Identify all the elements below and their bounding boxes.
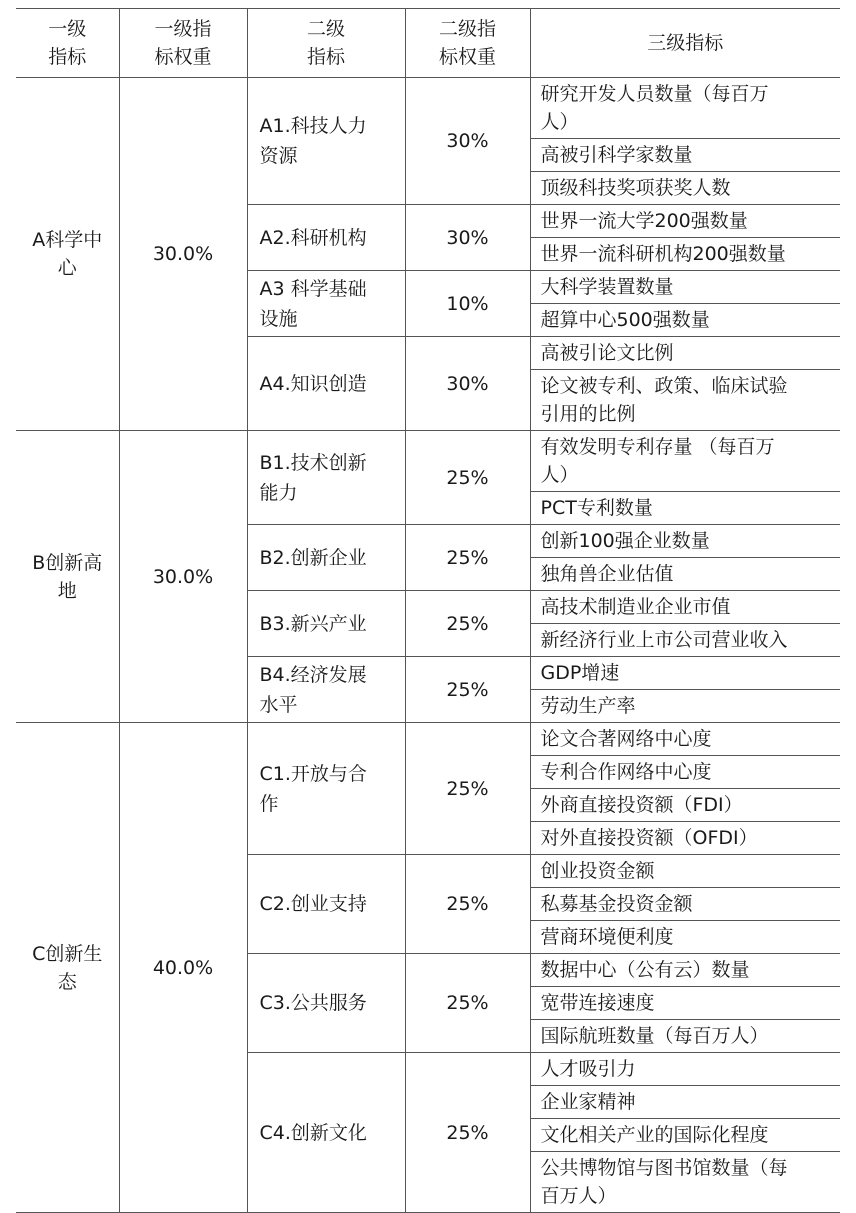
level2-weight: 25% [405, 954, 530, 1053]
level3-indicator: 论文被专利、政策、临床试验 引用的比例 [530, 370, 840, 431]
level2-weight: 25% [405, 525, 530, 591]
level3-indicator: 创新100强企业数量 [530, 525, 840, 558]
level3-indicator: 公共博物馆与图书馆数量（每 百万人） [530, 1152, 840, 1213]
level3-indicator: 创业投资金额 [530, 855, 840, 888]
header-level2: 二级 指标 [247, 9, 405, 78]
level3-indicator: 高被引科学家数量 [530, 139, 840, 172]
level3-indicator: 独角兽企业估值 [530, 558, 840, 591]
level2-indicator: C3.公共服务 [247, 954, 405, 1053]
level3-indicator: 国际航班数量（每百万人） [530, 1020, 840, 1053]
level3-indicator: 高被引论文比例 [530, 337, 840, 370]
table-row [16, 78, 840, 139]
level3-indicator: 对外直接投资额（OFDI） [530, 822, 840, 855]
table-row [16, 431, 840, 492]
level2-indicator: B1.技术创新 能力 [247, 431, 405, 525]
header-level1: 一级 指标 [16, 9, 119, 78]
level3-indicator: 企业家精神 [530, 1086, 840, 1119]
level1-indicator: C创新生 态 [16, 723, 119, 1213]
level3-indicator: 顶级科技奖项获奖人数 [530, 172, 840, 205]
level2-indicator: C4.创新文化 [247, 1053, 405, 1213]
header-weight2: 二级指 标权重 [405, 9, 530, 78]
level2-indicator: C1.开放与合 作 [247, 723, 405, 855]
level3-indicator: 新经济行业上市公司营业收入 [530, 624, 840, 657]
level2-indicator: A3 科学基础 设施 [247, 271, 405, 337]
level1-indicator: B创新高 地 [16, 431, 119, 723]
level3-indicator: 世界一流科研机构200强数量 [530, 238, 840, 271]
level2-indicator: B3.新兴产业 [247, 591, 405, 657]
level2-indicator: A2.科研机构 [247, 205, 405, 271]
level3-indicator: 专利合作网络中心度 [530, 756, 840, 789]
header-weight1: 一级指 标权重 [119, 9, 247, 78]
level3-indicator: 论文合著网络中心度 [530, 723, 840, 756]
level3-indicator: 私募基金投资金额 [530, 888, 840, 921]
level3-indicator: 人才吸引力 [530, 1053, 840, 1086]
level2-indicator: B2.创新企业 [247, 525, 405, 591]
level2-weight: 25% [405, 657, 530, 723]
level2-indicator: C2.创业支持 [247, 855, 405, 954]
header-level3: 三级指标 [530, 9, 840, 78]
level3-indicator: 大科学装置数量 [530, 271, 840, 304]
level3-indicator: 劳动生产率 [530, 690, 840, 723]
level3-indicator: 文化相关产业的国际化程度 [530, 1119, 840, 1152]
table-body [16, 78, 840, 1213]
level2-weight: 25% [405, 431, 530, 525]
table-row [16, 723, 840, 756]
level3-indicator: PCT专利数量 [530, 492, 840, 525]
level3-indicator: 高技术制造业企业市值 [530, 591, 840, 624]
level1-weight: 30.0% [119, 78, 247, 431]
header-row [16, 9, 840, 78]
level2-weight: 25% [405, 723, 530, 855]
level3-indicator: 超算中心500强数量 [530, 304, 840, 337]
level3-indicator: 宽带连接速度 [530, 987, 840, 1020]
level2-indicator: A4.知识创造 [247, 337, 405, 431]
indicator-table [16, 8, 840, 1213]
level3-indicator: 有效发明专利存量 （每百万 人） [530, 431, 840, 492]
level1-weight: 40.0% [119, 723, 247, 1213]
level2-weight: 30% [405, 205, 530, 271]
level2-indicator: A1.科技人力 资源 [247, 78, 405, 205]
level2-weight: 30% [405, 78, 530, 205]
level2-weight: 30% [405, 337, 530, 431]
level2-weight: 10% [405, 271, 530, 337]
level3-indicator: GDP增速 [530, 657, 840, 690]
level2-weight: 25% [405, 855, 530, 954]
level2-indicator: B4.经济发展 水平 [247, 657, 405, 723]
level3-indicator: 研究开发人员数量（每百万 人） [530, 78, 840, 139]
level3-indicator: 世界一流大学200强数量 [530, 205, 840, 238]
level3-indicator: 外商直接投资额（FDI） [530, 789, 840, 822]
level3-indicator: 营商环境便利度 [530, 921, 840, 954]
indicator-table-wrapper [16, 8, 840, 1213]
level2-weight: 25% [405, 1053, 530, 1213]
level1-indicator: A科学中 心 [16, 78, 119, 431]
level1-weight: 30.0% [119, 431, 247, 723]
level3-indicator: 数据中心（公有云）数量 [530, 954, 840, 987]
level2-weight: 25% [405, 591, 530, 657]
